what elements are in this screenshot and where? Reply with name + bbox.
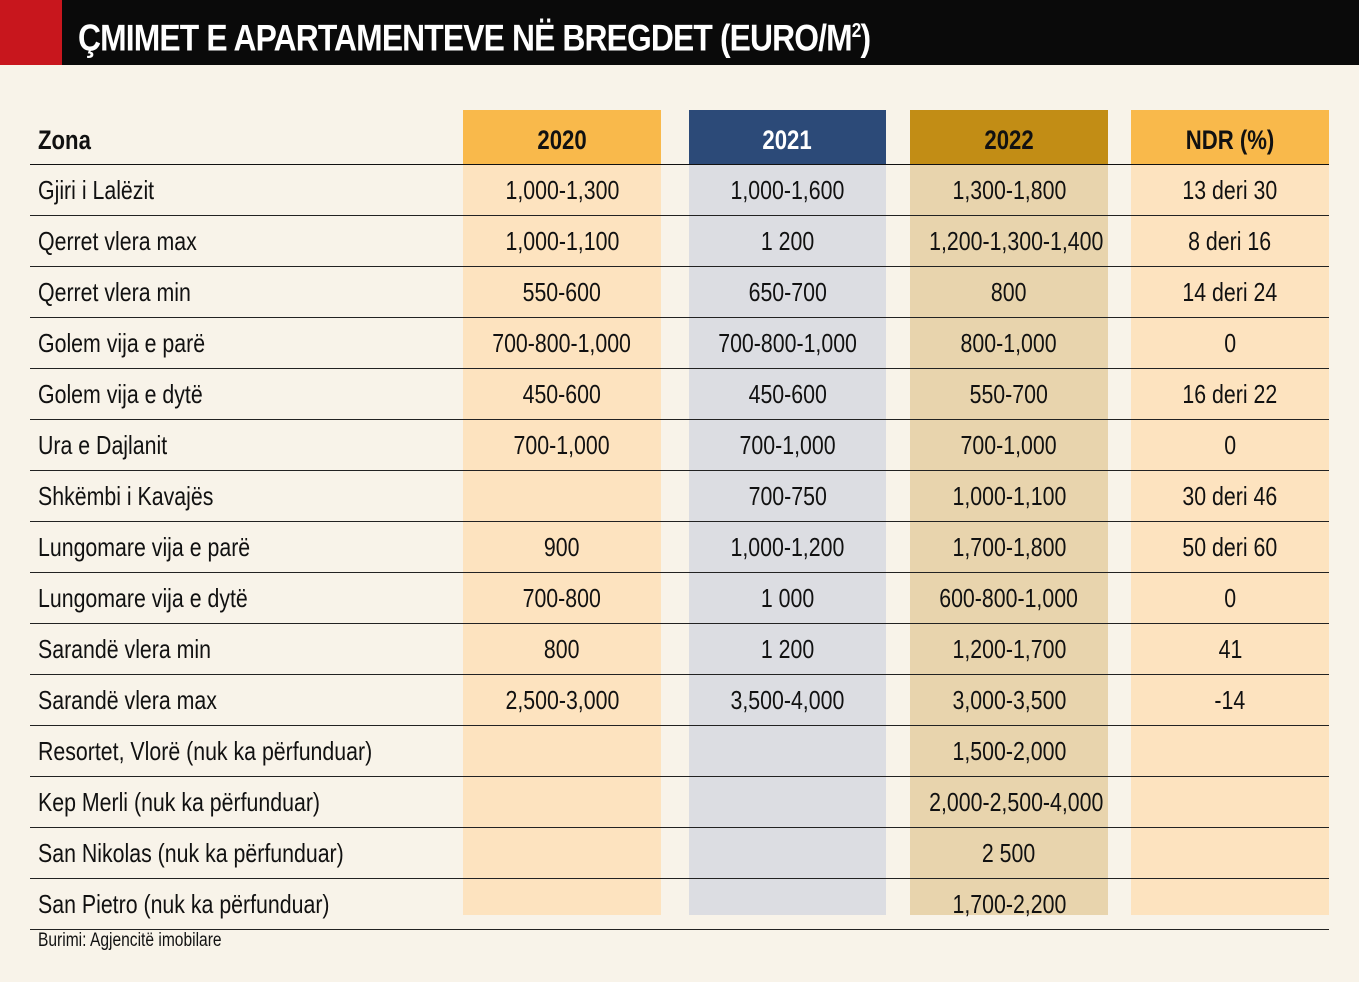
cell-zone: San Pietro (nuk ka përfunduar) [38,889,330,919]
table-row [30,879,1329,930]
cell-2022: 1,000-1,100 [952,481,1066,511]
cell-2021 [689,726,886,776]
table-row [30,165,1329,216]
cell-2021: 650-700 [748,277,827,307]
table-row [30,624,1329,675]
cell-2020: 700-1,000 [513,430,611,460]
cell-2022: 1,300-1,800 [952,175,1066,205]
column-header-2021: 2021 [762,125,813,155]
cell-2021: 450-600 [748,379,827,409]
table-row [30,267,1329,318]
cell-2022: 1,200-1,300-1,400 [929,226,1104,256]
cell-ndr [1131,777,1329,827]
cell-zone: Sarandë vlera min [38,634,212,664]
cell-2021 [689,777,886,827]
cell-ndr [1131,828,1329,878]
cell-2020: 1,000-1,100 [505,226,619,256]
cell-2020 [463,828,661,878]
cell-2022: 2 500 [982,838,1036,868]
cell-ndr: 0 [1224,328,1236,358]
cell-2021: 1 000 [760,583,815,613]
cell-2020: 1,000-1,300 [505,175,619,205]
column-header-2020: 2020 [537,125,587,155]
cell-2021: 1,000-1,200 [730,532,845,562]
cell-zone: Lungomare vija e parë [38,532,251,562]
table-row [30,318,1329,369]
table-row [30,726,1329,777]
cell-ndr: 16 deri 22 [1182,379,1278,409]
cell-2020: 2,500-3,000 [505,685,619,715]
column-header-2022: 2022 [984,125,1034,155]
cell-2021: 700-750 [748,481,827,511]
cell-ndr [1131,726,1329,776]
cell-2022: 550-700 [969,379,1049,409]
cell-2020: 550-600 [522,277,602,307]
cell-zone: Sarandë vlera max [38,685,217,715]
cell-ndr [1131,879,1329,929]
cell-2020 [463,471,661,521]
column-header-zone: Zona [38,125,91,155]
cell-2020: 450-600 [522,379,602,409]
cell-zone: Kep Merli (nuk ka përfunduar) [38,787,321,817]
cell-2021: 3,500-4,000 [730,685,845,715]
cell-2020: 700-800-1,000 [492,328,632,358]
cell-zone: Golem vija e dytë [38,379,203,409]
cell-2020: 700-800 [522,583,602,613]
cell-2022: 1,700-1,800 [952,532,1066,562]
cell-zone: Gjiri i Lalëzit [38,175,155,205]
cell-2020: 800 [544,634,580,664]
table-row [30,420,1329,471]
cell-2022: 2,000-2,500-4,000 [929,787,1104,817]
cell-2022: 1,700-2,200 [952,889,1066,919]
cell-2021 [689,879,886,929]
cell-2022: 600-800-1,000 [939,583,1079,613]
title-bar [0,0,1359,65]
cell-ndr: 0 [1224,583,1236,613]
cell-2021: 1 200 [760,226,815,256]
cell-2020: 900 [544,532,580,562]
cell-zone: Resortet, Vlorë (nuk ka përfunduar) [38,736,373,766]
table-row [30,471,1329,522]
cell-2022: 3,000-3,500 [952,685,1066,715]
cell-2022: 700-1,000 [960,430,1058,460]
cell-2020 [463,777,661,827]
cell-2021 [689,828,886,878]
cell-ndr: 30 deri 46 [1182,481,1278,511]
table-row [30,522,1329,573]
column-header-ndr: NDR (%) [1185,125,1275,155]
cell-ndr: -14 [1214,685,1246,715]
cell-ndr: 41 [1218,634,1242,664]
cell-ndr: 13 deri 30 [1182,175,1278,205]
cell-zone: Golem vija e parë [38,328,206,358]
cell-zone: Qerret vlera min [38,277,191,307]
table-row [30,675,1329,726]
table-row [30,369,1329,420]
price-table [30,110,1329,930]
cell-2022: 1,500-2,000 [952,736,1066,766]
cell-2022: 1,200-1,700 [952,634,1066,664]
table-row [30,828,1329,879]
cell-2021: 700-1,000 [739,430,836,460]
table-row [30,216,1329,267]
cell-ndr: 8 deri 16 [1188,226,1272,256]
table-row [30,573,1329,624]
cell-2020 [463,879,661,929]
cell-zone: Shkëmbi i Kavajës [38,481,214,511]
cell-2021: 1,000-1,600 [730,175,845,205]
cell-2022: 800-1,000 [960,328,1058,358]
cell-ndr: 50 deri 60 [1182,532,1278,562]
source-note: Burimi: Agjencitë imobilare [38,930,222,951]
cell-ndr: 14 deri 24 [1182,277,1278,307]
chart-title: ÇMIMET E APARTAMENTEVE NË BREGDET $(EURO/M^2)$ [78,17,871,59]
cell-ndr: 0 [1224,430,1236,460]
cell-2020 [463,726,661,776]
cell-2021: 1 200 [760,634,815,664]
table-header-row [30,110,1329,165]
cell-2021: 700-800-1,000 [718,328,857,358]
cell-zone: Lungomare vija e dytë [38,583,248,613]
cell-zone: Qerret vlera max [38,226,197,256]
cell-2022: 800 [991,277,1027,307]
cell-zone: Ura e Dajlanit [38,430,168,460]
table-row [30,777,1329,828]
accent-block [0,0,62,65]
cell-zone: San Nikolas (nuk ka përfunduar) [38,838,344,868]
